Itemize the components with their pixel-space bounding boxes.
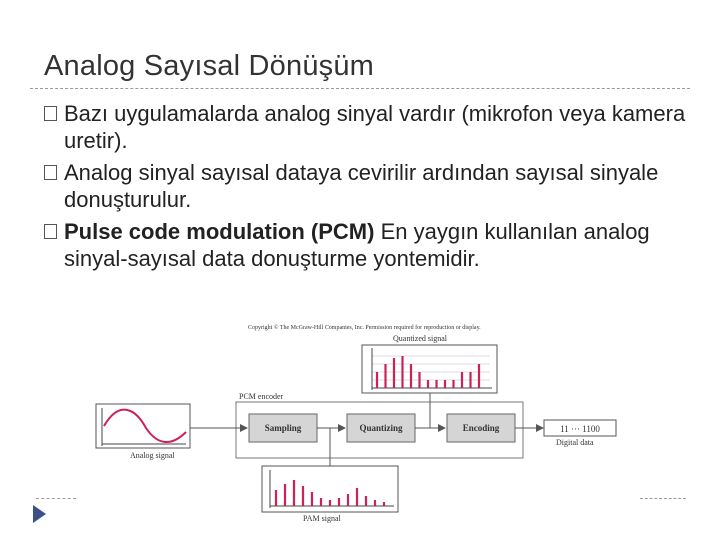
- footer-divider-left: [36, 498, 76, 499]
- encoding-block: [447, 414, 515, 442]
- pam-signal-panel: [262, 466, 398, 523]
- sampling-block: [249, 414, 317, 442]
- sampling-label: Sampling: [264, 423, 302, 433]
- analog-signal-panel: [96, 404, 190, 460]
- analog-signal-label: Analog signal: [130, 451, 175, 460]
- pam-signal-label: PAM signal: [303, 514, 341, 523]
- quantized-signal-panel: [362, 334, 497, 393]
- digital-bits: 11 ··· 1100: [560, 424, 600, 434]
- next-slide-arrow-icon[interactable]: [33, 505, 46, 523]
- quantizing-label: Quantizing: [359, 423, 403, 433]
- footer-divider-right: [640, 498, 686, 499]
- digital-data-label: Digital data: [556, 438, 594, 447]
- bullet-bold-term: Pulse code modulation (PCM): [64, 219, 375, 244]
- pcm-encoder-label: PCM encoder: [239, 392, 284, 401]
- encoding-label: Encoding: [462, 423, 500, 433]
- quantized-signal-label: Quantized signal: [393, 334, 447, 343]
- digital-data-panel: [544, 420, 616, 447]
- bullet-text: Analog sinyal sayısal dataya cevirilir ardından sayısal sinyale donuşturulur.: [64, 160, 659, 212]
- figure-copyright: Copyright © The McGraw-Hill Companies, Inc. Permission required for reproduction or display.: [248, 325, 481, 331]
- bullet-text: Bazı uygulamalarda analog sinyal vardır (mikrofon veya kamera uretir).: [64, 101, 686, 153]
- slide-title: Analog Sayısal Dönüşüm: [44, 50, 375, 82]
- bullet-text: En yaygın kullanılan analog sinyal-sayısal data donuşturme yontemidir.: [64, 219, 650, 271]
- quantizing-block: [347, 414, 415, 442]
